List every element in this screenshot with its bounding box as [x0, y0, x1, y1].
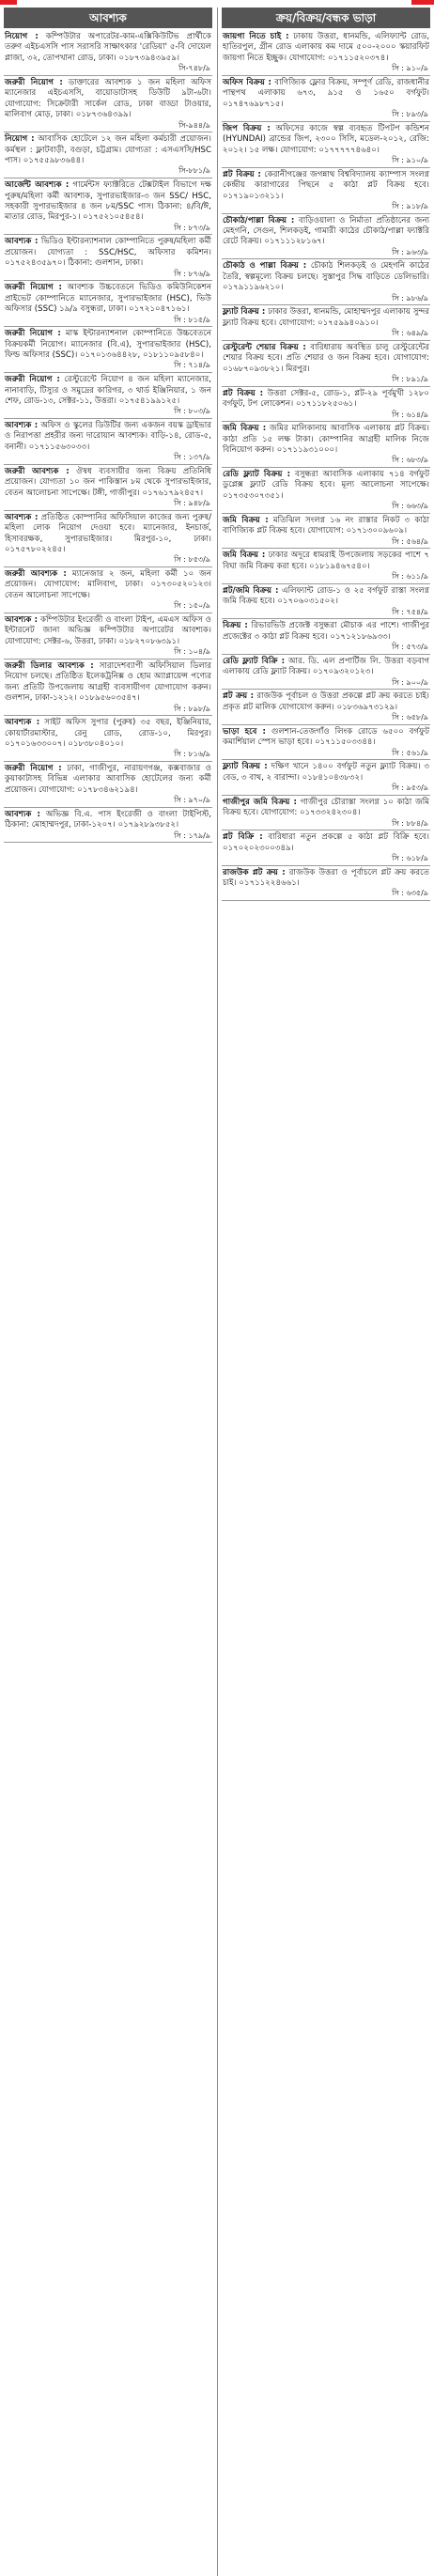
ad-body: [222, 343, 430, 375]
ad-separator: [222, 759, 430, 760]
ad-text: রিভারভিউ প্রজেক্ট বসুন্ধরা মৌচাক এর পাশে। গাজীপুর প্রজেক্টের ৩ কাঠা প্লট বিক্রয় হবে। ০১৭১২১৮৬৯৩৩।: [223, 621, 430, 642]
ad-separator: [222, 75, 430, 76]
ad-heading: প্লট বিক্রি :: [223, 832, 263, 843]
classified-ad: [4, 569, 212, 613]
ad-body: [4, 329, 212, 361]
ad-code: সি : ৫৬৪/৯: [392, 536, 428, 546]
section-header-jobs: আবশ্যক: [4, 8, 212, 28]
ad-heading: আর্জেন্ট আবশ্যক :: [5, 180, 70, 191]
ad-code: সি : ৯০০/৯: [392, 677, 428, 687]
ad-separator: [4, 659, 212, 660]
classified-ad: [4, 375, 212, 419]
ad-text: ভিডিও ইন্টারন্যাশনাল কোম্পানিতে পুরুষ/মহিলা কর্মী প্রয়োজন। যোগ্যতা : SSC/HSC, অফিসার কমিশন। ০১৭৫২৪৩৫৯৭০। ঠিকানা: গুলশান, ঢাকা।: [5, 237, 212, 269]
ad-separator: [222, 795, 430, 796]
column-property: [222, 8, 430, 2576]
top-red-bar-left: [0, 0, 17, 5]
ad-code: সি : ৫৬১/৯: [392, 748, 428, 757]
ad-body: [222, 551, 430, 572]
ad-body: [4, 810, 212, 831]
ad-heading: আবশ্যক :: [5, 512, 39, 522]
ad-code: সি : ৯৮৬/৯: [392, 293, 428, 303]
ad-heading: ফ্ল্যাট বিক্রয় :: [223, 762, 268, 772]
ad-separator: [4, 464, 212, 465]
ad-code: সি : ৯১০/৯: [392, 156, 428, 165]
ad-body: [4, 283, 212, 315]
ad-heading: জিপ বিক্রয় :: [223, 123, 271, 133]
classified-ad: [222, 798, 430, 830]
ad-text: ঢাকা, গাজীপুর, নারায়ণগঞ্জ, কক্সবাজার ও কুয়াকাটাসহ বিভিন্ন এলাকার আবাসিক হোটেলের জন্য কর্মী প্রয়োজন। যোগাযোগ: ০১৭৮৩৪৬২১৯৪।: [5, 764, 211, 795]
ads-list-jobs: [4, 32, 212, 843]
ad-separator: [222, 421, 430, 422]
ad-text: বাড়িওয়ালা ও নির্মাতা প্রতিষ্ঠানের জন্য মেহগনি, সেগুন, শিলকড়ই, গামারী কাঠের চৌকাঠ/পাল্লা ফ্যাক্টরি রেটে বিক্রয়। ০১৭১১১২৮১৬৭।: [223, 215, 429, 247]
classified-ad: [222, 343, 430, 387]
ad-text: কেরানীগঞ্জের জগন্নাথ বিশ্ববিদ্যালয় ক্যাম্পাস সংলগ্ন কেন্দ্রীয় কারাগারের পিছনে ৫ কাঠা প্লট বিক্রয় হবে। ০১৭১৯০১৩২১১।: [223, 169, 429, 201]
ad-code: সি : ১৭৯/৯: [174, 830, 210, 840]
classified-ad: [222, 170, 430, 214]
classified-ad: [222, 32, 430, 76]
ad-text: জমির মালিকানায় আবাসিক এলাকায় প্লট বিক্রয়। কাঠা প্রতি ১৫ লক্ষ টাকা। কোম্পানির আগ্রহী মালিক নিজে বিনিয়োগ করুন। ০১৭১১৯৩১০০০।: [223, 424, 429, 456]
classified-ad: [4, 513, 212, 567]
ads-list-property: [222, 32, 430, 901]
ad-separator: [222, 583, 430, 584]
ad-text: মাস্ক ইন্টারন্যাশনাল কোম্পানিতে উচ্চবেতনে বিক্রয়কর্মী নিয়োগ। ম্যানেজার (বি.এ), সুপারভাইজার (HSC), ফিল্ড অফিসার (SSC)। ০১৭০১৩৬৪৪২৮, ০১৮১১০৯৫৮৪০।: [5, 329, 211, 361]
classified-ad: [222, 657, 430, 690]
ad-heading: রেডি ফ্ল্যাট বিক্রয় :: [223, 470, 291, 480]
ad-text: বারিধারায় অবস্থিত চালু রেস্টুরেন্টের শেয়ার বিক্রয় হবে। প্রতি শেয়ার ও জন বিক্রয় হবে। যোগাযোগ: ০১৬৮৭০৯৩৮২১। মিরপুর।: [223, 342, 429, 374]
ad-text: সাইট অফিস সুপার (পুরুষ) ৩৫ বছর, ইঞ্জিনিয়ার, কোয়ার্টারমাস্টার, রেনু রোড, রোড-১০, মিরপুর। ০১৭০১৬৩৩০০৭। ০১৮৩৮০৪০১০।: [5, 718, 212, 749]
ad-separator: [222, 865, 430, 866]
ad-body: [222, 868, 430, 890]
ad-code: সি-৯৪৪/৯: [178, 120, 210, 130]
ad-code: সি : ৮১৫/৯: [174, 315, 210, 324]
ad-body: [222, 32, 430, 64]
ad-text: ঔষধ ব্যবসায়ীর জন্য বিক্রয় প্রতিনিধি প্রয়োজন। যোগ্যতা ১০ জন পাকিস্তান ৮ম থেকে সুপারভাইজার, বেতন আলোচনা সাপেক্ষে। টঙ্গী, গাজীপুর। ০১৭৬১৭৯২৪৫৭।: [5, 466, 212, 498]
ad-text: রাজউক উত্তরা ও পূর্বাচলে প্লট ক্রয় করতে চাই। ০১৭১১২২৪৬৬১।: [223, 867, 430, 889]
ad-body: [222, 78, 430, 110]
classified-ad: [222, 868, 430, 901]
ad-separator: [4, 510, 212, 511]
ad-code: সি : ৮৯৩/৯: [392, 110, 428, 119]
ad-text: কম্পিউটার অপারেটর-কাম-এক্সিকিউটিভ প্রার্থীকে তরুণ এইচএসসি পাস সরাসরি সাক্ষাৎকার 'রেডিয়া' ৫-বি দোয়েল প্লাজা, ৩২, তোপখানা রোড, ঢাকা। ০১৮৭৩৯৪৩৯৫৯।: [5, 32, 211, 63]
ad-heading: আবশ্যক :: [5, 614, 39, 625]
ad-code: সি : ৬৫৮/৯: [392, 713, 428, 722]
ad-heading: জমি বিক্রয় :: [223, 515, 269, 525]
ad-heading: প্লট বিক্রয় :: [223, 169, 261, 179]
ad-heading: জরুরী আবশ্যক :: [5, 569, 67, 580]
top-red-bar-right: [411, 0, 434, 5]
ad-text: বসুন্ধরা আবাসিক এলাকায় ৭১৪ বর্গফুট ডুপ্লেক্স ফ্ল্যাট রেডি বিক্রয় হবে। মূল্য আলোচনা সাপেক্ষে। ০১৭৩৫৩০৭৩৫১।: [223, 470, 429, 501]
ad-body: [4, 718, 212, 750]
ad-heading: গাজীপুর জমি বিক্রয় :: [223, 797, 297, 807]
ad-separator: [4, 842, 212, 843]
ad-code: সি : ৮১৬/৯: [174, 750, 210, 759]
ad-heading: আবশ্যক :: [5, 420, 39, 430]
ad-heading: নিয়োগ :: [5, 32, 39, 41]
ad-text: গাজীপুর চৌরাস্তা সংলগ্ন ১০ কাঠা জমি বিক্রয় হবে। যোগাযোগ: ০১৭৩৩২৪২৩০৪।: [223, 797, 430, 818]
ad-body: [222, 832, 430, 854]
ad-body: [222, 798, 430, 819]
ad-body: [222, 762, 430, 784]
ad-heading: প্লট বিক্রয় :: [223, 388, 264, 398]
ad-body: [4, 764, 212, 796]
ad-separator: [222, 258, 430, 259]
ad-body: [222, 389, 430, 411]
ad-heading: প্লট/জমি বিক্রয় :: [223, 585, 279, 596]
ad-body: [4, 375, 212, 407]
column-jobs: [4, 8, 212, 2576]
ad-separator: [222, 304, 430, 305]
ad-text: সারাদেশব্যাপী অফিসিয়াল ডিলার নিয়োগ চলছে। প্রতিষ্ঠিত ইলেকট্রনিক্স ও হোম অ্যাপ্লায়েন্স পণ্যের জন্য প্রতিটি উপজেলায় আগ্রহী ব্যবসায়ীগণ যোগাযোগ করুন। গুলশান, ঢাকা-১২১২। ০১৮৯৫৬০৩৫৪৭।: [5, 660, 212, 704]
classified-ad: [222, 78, 430, 122]
ad-code: সি : ৬৪৯/৯: [392, 329, 428, 338]
ad-code: সি : ৬১১/৯: [392, 572, 428, 582]
ad-separator: [222, 340, 430, 341]
ad-separator: [4, 326, 212, 327]
classified-ad: [222, 621, 430, 654]
ad-code: সি-৮৮১/৯: [178, 166, 210, 176]
ad-code: সি : ১০৪/৯: [174, 647, 210, 657]
ad-body: [222, 691, 430, 713]
ad-separator: [4, 234, 212, 235]
ad-separator: [222, 213, 430, 214]
ad-heading: জমি বিক্রয় :: [223, 551, 266, 561]
ad-separator: [222, 689, 430, 690]
ad-code: সি : ৭৫৪/৯: [392, 607, 428, 616]
classified-ad: [222, 691, 430, 724]
classified-ad: [4, 134, 212, 178]
ad-text: গার্মেন্টস ফ্যাক্টরিতে টেক্সটাইল বিভাগে দক্ষ পুরুষ/মহিলা কর্মী আবশ্যক, সুপারভাইজার-৩ জন SSC/ HSC, সহকারী সুপারভাইজার ৪ জন ৮ম/SSC পাস। ঠিকানা: ৪/বি/ঈ, মাতার রোড, মিরপুর-১। ০১৭৫২১০৫৪৫৪।: [5, 180, 212, 223]
ad-heading: জরুরী নিয়োগ :: [5, 329, 61, 339]
ad-text: ঢাকার অদূরে ধামরাই উপজেলায় সড়কের পাশে ৭ বিঘা জমি বিক্রয় করা হবে। ০১৮১৯৪৬৭৫৪০।: [223, 551, 429, 571]
ad-body: [222, 124, 430, 156]
ad-text: এলিফ্যান্ট রোড-১ ও ২৫ বর্গফুট রাস্তা সংলগ্ন জমি বিক্রয় হবে। ০১৭০৬০৩১৫০২।: [223, 585, 429, 607]
ad-body: [222, 586, 430, 608]
ad-body: [222, 621, 430, 643]
ad-separator: [4, 566, 212, 567]
ad-separator: [222, 618, 430, 619]
ad-heading: জরুরী নিয়োগ :: [5, 283, 62, 293]
ad-separator: [4, 75, 212, 76]
ad-code: সি : ৬৬৩/৯: [392, 502, 428, 511]
ad-heading: আবশ্যক :: [5, 809, 40, 819]
ad-body: [222, 261, 430, 293]
classified-ad: [4, 615, 212, 660]
ad-separator: [222, 167, 430, 168]
ad-text: ম্যানেজার ২ জন, মহিলা কর্মী ১০ জন প্রয়োজন। যোগাযোগ: মালিবাগ, ঢাকা। ০১৭৩০৫২০১২৩। বেতন আলোচনা সাপেক্ষে।: [5, 569, 212, 600]
ad-separator: [4, 807, 212, 808]
ad-text: মতিঝিল সংলগ্ন ১৬ নং রাস্তার নিকট ৩ কাঠা বাণিজ্যিক প্লট বিক্রয় হবে। যোগাযোগ: ০১৭১৩০০৯৬০৯।: [223, 515, 429, 536]
classified-ad: [222, 516, 430, 549]
ad-heading: বিক্রয় :: [223, 621, 248, 631]
ad-text: ঢাকার উত্তরা, ধানমন্ডি, মোহাম্মদপুর এলাকায় সুন্দর ফ্ল্যাট বিক্রয় হবে। যোগাযোগ: ০১৭৫৯৯৪০৯১০।: [223, 307, 430, 328]
ad-heading: রেস্টুরেন্ট শেয়ার বিক্রয় :: [223, 342, 306, 352]
ad-code: সি : ৫৭৩/৯: [392, 643, 428, 652]
ad-body: [222, 657, 430, 678]
ad-body: [4, 569, 212, 601]
ad-heading: রাজউক প্লট ক্রয় :: [223, 867, 286, 877]
ad-text: অফিসের কাজে স্বল্প ব্যবহৃত টিপটপ কন্ডিশন (HYUNDAI) ব্রান্ডের জিপ, ২৩০০ সিসি, মডেল-২০১২, রেজি: ২০১২। ১৫ লক্ষ। যোগাযোগ: ০১৭৭৭৭৭৪৬৪০।: [223, 123, 429, 155]
column-divider: [217, 8, 218, 2576]
ad-code: সি : ৮৯১/৯: [392, 375, 428, 384]
classified-ad: [222, 261, 430, 305]
ad-heading: আবশ্যক :: [5, 718, 40, 728]
ad-separator: [4, 418, 212, 419]
ad-code: সি : ৯১০/৯: [392, 64, 428, 73]
ad-text: ডাক্তারের আবশ্যক ১ জন মহিলা অফিস ম্যানেজার এইচএসসি, বায়োডাটাসহ ডিউটি ৯টা-৬টা। যোগাযোগ: সিক্রেটারী সার্কেল রোড, ঢাকা বাড্ডা টাওয়ার, মালিবাগ মোড়, ঢাকা। ০১৮৭৩৬৪৩৯৯।: [5, 77, 211, 120]
classified-ad: [222, 470, 430, 514]
ad-heading: প্লট ক্রয় :: [223, 691, 255, 702]
ad-heading: নিয়োগ :: [5, 134, 35, 145]
ad-heading: চৌকাঠ ও পাল্লা বিক্রয় :: [223, 261, 307, 272]
ad-text: আর. ডি. এল প্রপার্টিজ লি. উত্তরা বড়বাগ এলাকায় রেডি ফ্ল্যাট বিক্রয়। ০১৭০৯৩২০১২৩।: [223, 656, 429, 677]
ad-heading: আবশ্যক :: [5, 237, 39, 247]
ad-code: সি : ৯৪৮/৯: [174, 499, 210, 508]
classified-ad: [4, 718, 212, 762]
ad-text: বারিধারা নতুন প্রকল্পে ৫ কাঠা প্লট বিক্রি হবে। ০১৭০২০২৩০০৩৪৯।: [223, 832, 429, 853]
ad-text: রাজউক পূর্বাচল ও উত্তরা প্রকল্পে প্লট ক্রয় করতে চাই। প্রকৃত প্লট মালিক যোগাযোগ করুন। ০১৮৩৬৯৭৩১২৯।: [223, 691, 430, 712]
ad-separator: [4, 372, 212, 373]
ad-body: [4, 661, 212, 705]
ad-body: [222, 470, 430, 502]
ad-body: [4, 615, 212, 647]
ad-heading: জরুরী নিয়োগ :: [5, 77, 63, 87]
classified-ad: [4, 467, 212, 511]
classified-ad: [222, 216, 430, 260]
ad-body: [222, 516, 430, 537]
ad-code: সি : ৬১৮/৯: [392, 854, 428, 863]
classified-ad: [222, 551, 430, 583]
ad-heading: রেডি ফ্ল্যাট বিক্রি :: [223, 656, 286, 666]
ad-separator: [222, 724, 430, 725]
ad-body: [222, 216, 430, 248]
ad-body: [222, 170, 430, 202]
ad-code: সি : ৯৭০/৯: [174, 796, 210, 805]
classified-ad: [222, 832, 430, 865]
ad-code: সি : ৮৯৮/৯: [174, 704, 210, 713]
classified-ad: [4, 78, 212, 132]
ad-heading: ফ্ল্যাট বিক্রয় :: [223, 307, 266, 318]
ad-code: সি : ৯৫৩/৯: [392, 784, 428, 793]
ad-text: প্রতিষ্ঠিত কোম্পানির অফিসিয়াল কাজের জন্য পুরুষ/মহিলা লোক নিয়োগ দেওয়া হবে। ম্যানেজার, ইনচার্জ, হিসাবরক্ষক, সুপারভাইজার। মিরপুর-১০, ঢাকা। ০১৭৫৭৮০২২৪৫।: [5, 512, 211, 555]
classified-ad: [222, 727, 430, 760]
ad-text: অভিজ্ঞ বি.এ. পাস ইংরেজী ও বাংলা টাইপিস্ট, ঠিকানা: মোহাম্মদপুর, ঢাকা-১২০৭। ০১৭৯২৮৯৩৮৫২।: [5, 809, 211, 830]
ad-heading: চৌকাঠ/পাল্লা বিক্রয় :: [223, 215, 295, 225]
ad-heading: জরুরী আবশ্যক :: [5, 466, 70, 476]
ad-code: সি : ৬৩৫/৯: [392, 889, 428, 898]
classified-ad: [222, 424, 430, 468]
classified-ad: [4, 764, 212, 808]
ad-heading: অফিস বিক্রয় :: [223, 77, 271, 87]
ad-text: রেস্টুরেন্টে নিয়োগ ৪ জন মহিলা ম্যানেজার, নানাবাড়ি, টিস্যুর ও সমুদ্রের কারিগর, ৩ থার্ড ইঞ্জিনিয়ার, ১ জন শেফ, রোড-১৩, সেক্টর-১১, উত্তরা। ০১৭৫৪১৯৯১২৫।: [5, 375, 211, 406]
ad-code: সি : ৬১৪/৯: [392, 410, 428, 419]
ad-heading: ভাড়া হবে :: [223, 726, 266, 737]
ad-body: [4, 421, 212, 453]
ad-heading: জরুরী ডিলার আবশ্যক :: [5, 660, 94, 671]
ad-text: উত্তরা সেক্টর-৫, রোড-১, প্লট-২৯ পূর্বমুখী ১২৮০ বর্গফুট, টপ লোকেশন। ০১৭১১৮২৫০৬১।: [223, 388, 429, 410]
classified-ad: [4, 810, 212, 843]
ad-separator: [222, 121, 430, 122]
ad-separator: [222, 513, 430, 514]
classified-ad: [222, 124, 430, 168]
ad-separator: [4, 280, 212, 281]
ad-heading: জরুরী নিয়োগ :: [5, 764, 62, 774]
ad-separator: [222, 548, 430, 549]
classified-ad: [4, 329, 212, 373]
ad-separator: [4, 761, 212, 762]
ad-separator: [4, 715, 212, 716]
ad-body: [4, 237, 212, 269]
classified-ad: [222, 762, 430, 795]
ad-body: [222, 424, 430, 456]
ad-code: সি : ৮০৩/৯: [174, 407, 210, 416]
ad-code: সি : ৯৬৩/৯: [392, 247, 428, 256]
ad-separator: [222, 467, 430, 468]
classified-ad: [4, 180, 212, 235]
ad-text: কম্পিউটার ইংরেজী ও বাংলা টাইপ, এমএস অফিস ও ইন্টারনেট জানা অভিজ্ঞ কম্পিউটার অপারেটর আবশ্যক। যোগাযোগ: সেক্টর-৬, উত্তরা, ঢাকা। ০১৮২৭০৮৬৩৯১।: [5, 614, 211, 646]
classified-ad: [4, 283, 212, 327]
ad-code: সি : ১৩৭/৯: [174, 453, 210, 462]
ad-text: আবাসিক হোটেলে ১২ জন মহিলা কর্মচারী প্রয়োজন। কর্মস্থল : ফ্লাটবাড়ী, বগুড়া, চট্টগ্রাম। যোগ্যতা : এসএসসি/HSC পাস। ০১৭৫৫৯৮৩৬৪৪।: [5, 134, 211, 166]
ad-body: [4, 78, 212, 121]
ad-text: অফিস ও স্কুলের ডিউটির জন্য একজন বয়স্ক ড্রাইভার ও নিরাপত্তা প্রহরীর জন্য দারোয়ান আবশ্যক। বাড়ি-১৪, রোড-৫, বনানী। ০১৭১১৫৬৩০৩৩।: [5, 420, 212, 452]
classified-ad: [222, 586, 430, 619]
ad-text: চৌকাঠ শিলকড়ই ও মেহগনি কাঠের তৈরি, স্বল্পমূল্যে বিক্রয় চলছে। সুস্তাপুর সিদ্ধ বাড়িতে ডেলিভারি। ০১৭৯১১৯৬২১০।: [223, 261, 429, 293]
classified-ad: [222, 307, 430, 340]
classified-ad: [222, 389, 430, 422]
ad-text: দক্ষিণ খানে ১৪০০ বর্গফুট নতুন ফ্ল্যাট বিক্রয়। ৩ বেড, ৩ বাথ, ২ বারান্দা। ০১৮৪১০৪৩৮৩২।: [223, 762, 430, 783]
ad-code: সি : ৮৮৪/৯: [392, 818, 428, 828]
ad-body: [4, 513, 212, 556]
ad-code: সি-৭৪৮/৯: [178, 64, 210, 73]
classified-ad: [4, 661, 212, 716]
ad-code: সি : ৭১৪/৯: [174, 361, 210, 370]
ad-heading: জায়গা নিতে চাই :: [223, 32, 289, 41]
ad-separator: [222, 654, 430, 655]
ad-code: সি : ৯১৮/৯: [392, 201, 428, 210]
ad-body: [4, 467, 212, 499]
ad-body: [222, 727, 430, 749]
ad-code: সি : ৮৫৩/৯: [174, 555, 210, 565]
classified-ad: [4, 237, 212, 281]
classified-ad: [4, 32, 212, 76]
ad-code: সি : ৮৭৩/৯: [174, 223, 210, 232]
ad-body: [4, 180, 212, 224]
ad-text: গুলশান-তেজগাঁও লিংক রোডে ৬৫০০ বর্গফুট কমার্শিয়াল স্পেস ভাড়া হবে। ০১৭১১৫০৩৩৪৪।: [223, 726, 429, 748]
ad-text: আবশ্যক উচ্চবেতনে ভিডিও কমিউনিকেশন প্রাইভেট কোম্পানিতে ম্যানেজার, সুপারভাইজার (HSC), ভিউ অফিসার (SSC) ১৯/৯ বসুন্ধরা, ঢাকা। ০১৭২১০৪৭১৬১।: [5, 283, 212, 315]
ad-code: সি : ৬৮৩/৯: [392, 456, 428, 465]
ad-body: [222, 307, 430, 329]
ad-body: [4, 32, 212, 64]
ad-text: ঢাকায় উত্তরা, ধানমন্ডি, এলিফ্যান্ট রোড, হাতিরপুল, গ্রীন রোড এলাকায় কম দামে ৫০০-২০০০ স্কয়ারফিট জায়গা নিতে ইচ্ছুক। যোগাযোগ: ০১৭১১৫২০৩৭৪।: [223, 32, 430, 63]
classified-ad: [4, 421, 212, 465]
ad-text: বাণিজ্যিক ফ্লোর বিক্রয়, সম্পূর্ণ রেডি, রাজধানীর পান্থপথ এলাকায় ৬৭৩, ৯১৫ ও ১৬৫০ বর্গফুট। ০১৭৪৭৬৯৮৭১৫।: [223, 77, 429, 109]
ad-heading: জরুরী নিয়োগ :: [5, 375, 60, 385]
ad-body: [4, 134, 212, 166]
ad-separator: [222, 386, 430, 387]
section-header-property: ক্রয়/বিক্রয়/বন্ধক ভাড়া: [222, 8, 430, 28]
ad-heading: জমি বিক্রয় :: [223, 424, 267, 434]
ad-separator: [222, 900, 430, 901]
ad-code: সি : ১৫০/৯: [174, 601, 210, 611]
ad-code: সি : ৮৭৬/৯: [174, 269, 210, 278]
